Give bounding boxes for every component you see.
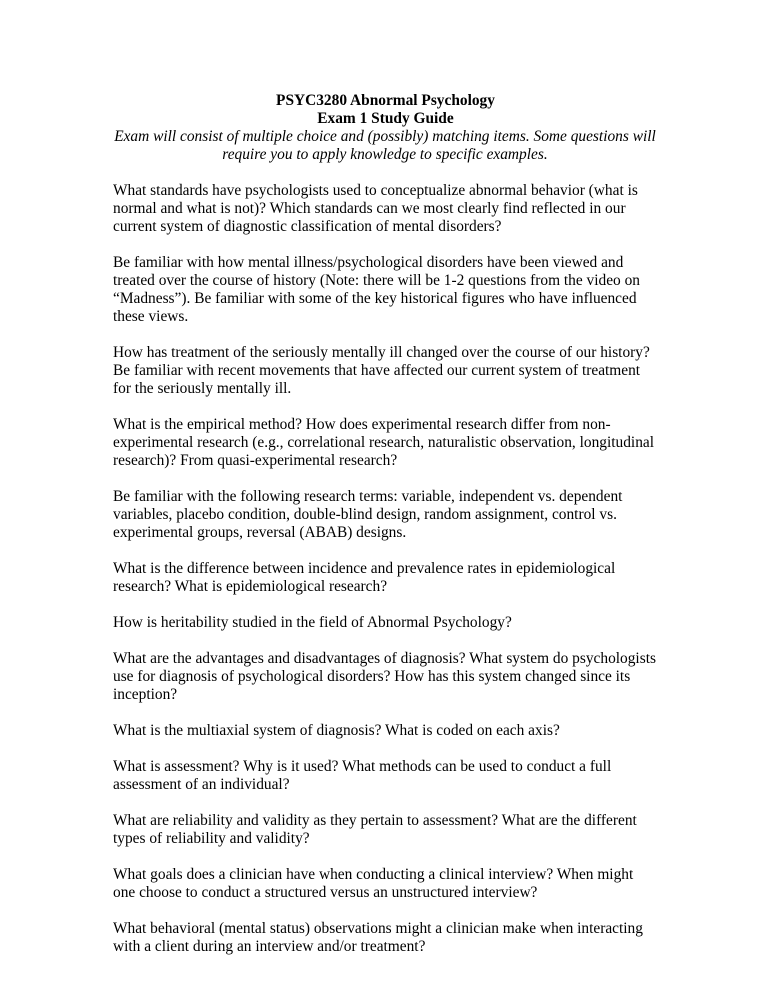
question-paragraph: What is assessment? Why is it used? What methods can be used to conduct a full assessment of an individual? [113, 758, 612, 793]
document-body [113, 92, 658, 956]
question-paragraph: Be familiar with how mental illness/psychological disorders have been viewed and treated over the course of history (Note: there will be 1-2 questions from the video on “Madness”). Be familiar with some of the key historical figures who have influenced these views. [113, 254, 640, 325]
question-paragraph: What is the empirical method? How does experimental research differ from non-experimental research (e.g., correlational research, naturalistic observation, longitudinal research)? From quasi-experimental research? [113, 416, 655, 469]
question-paragraph: What goals does a clinician have when conducting a clinical interview? When might one choose to conduct a structured versus an unstructured interview? [113, 866, 634, 901]
question-paragraph: What is the difference between incidence and prevalence rates in epidemiological research? What is epidemiological research? [113, 560, 616, 595]
question-paragraph: What is the multiaxial system of diagnosis? What is coded on each axis? [113, 722, 560, 739]
guide-title: Exam 1 Study Guide [317, 110, 454, 127]
question-paragraph: How has treatment of the seriously mentally ill changed over the course of our history? Be familiar with recent movements that have affected our current system of treatment for the seriously mentally ill. [113, 344, 650, 397]
question-paragraph: What behavioral (mental status) observations might a clinician make when interacting with a client during an interview and/or treatment? [113, 920, 643, 955]
question-paragraph: What are reliability and validity as they pertain to assessment? What are the different types of reliability and validity? [113, 812, 637, 847]
exam-instructions: Exam will consist of multiple choice and (possibly) matching items. Some questions will require you to apply knowledge to specific examples. [114, 128, 656, 163]
question-paragraph: What are the advantages and disadvantages of diagnosis? What system do psychologists use for diagnosis of psychological disorders? How has this system changed since its inception? [113, 650, 656, 703]
question-paragraph: How is heritability studied in the field of Abnormal Psychology? [113, 614, 512, 631]
course-title: PSYC3280 Abnormal Psychology [276, 92, 495, 109]
question-paragraph: Be familiar with the following research terms: variable, independent vs. dependent variables, placebo condition, double-blind design, random assignment, control vs. experimental groups, reversal (ABAB) designs. [113, 488, 623, 541]
question-paragraph: What standards have psychologists used to conceptualize abnormal behavior (what is normal and what is not)? Which standards can we most clearly find reflected in our current system of diagnostic classification of mental disorders? [113, 182, 638, 235]
